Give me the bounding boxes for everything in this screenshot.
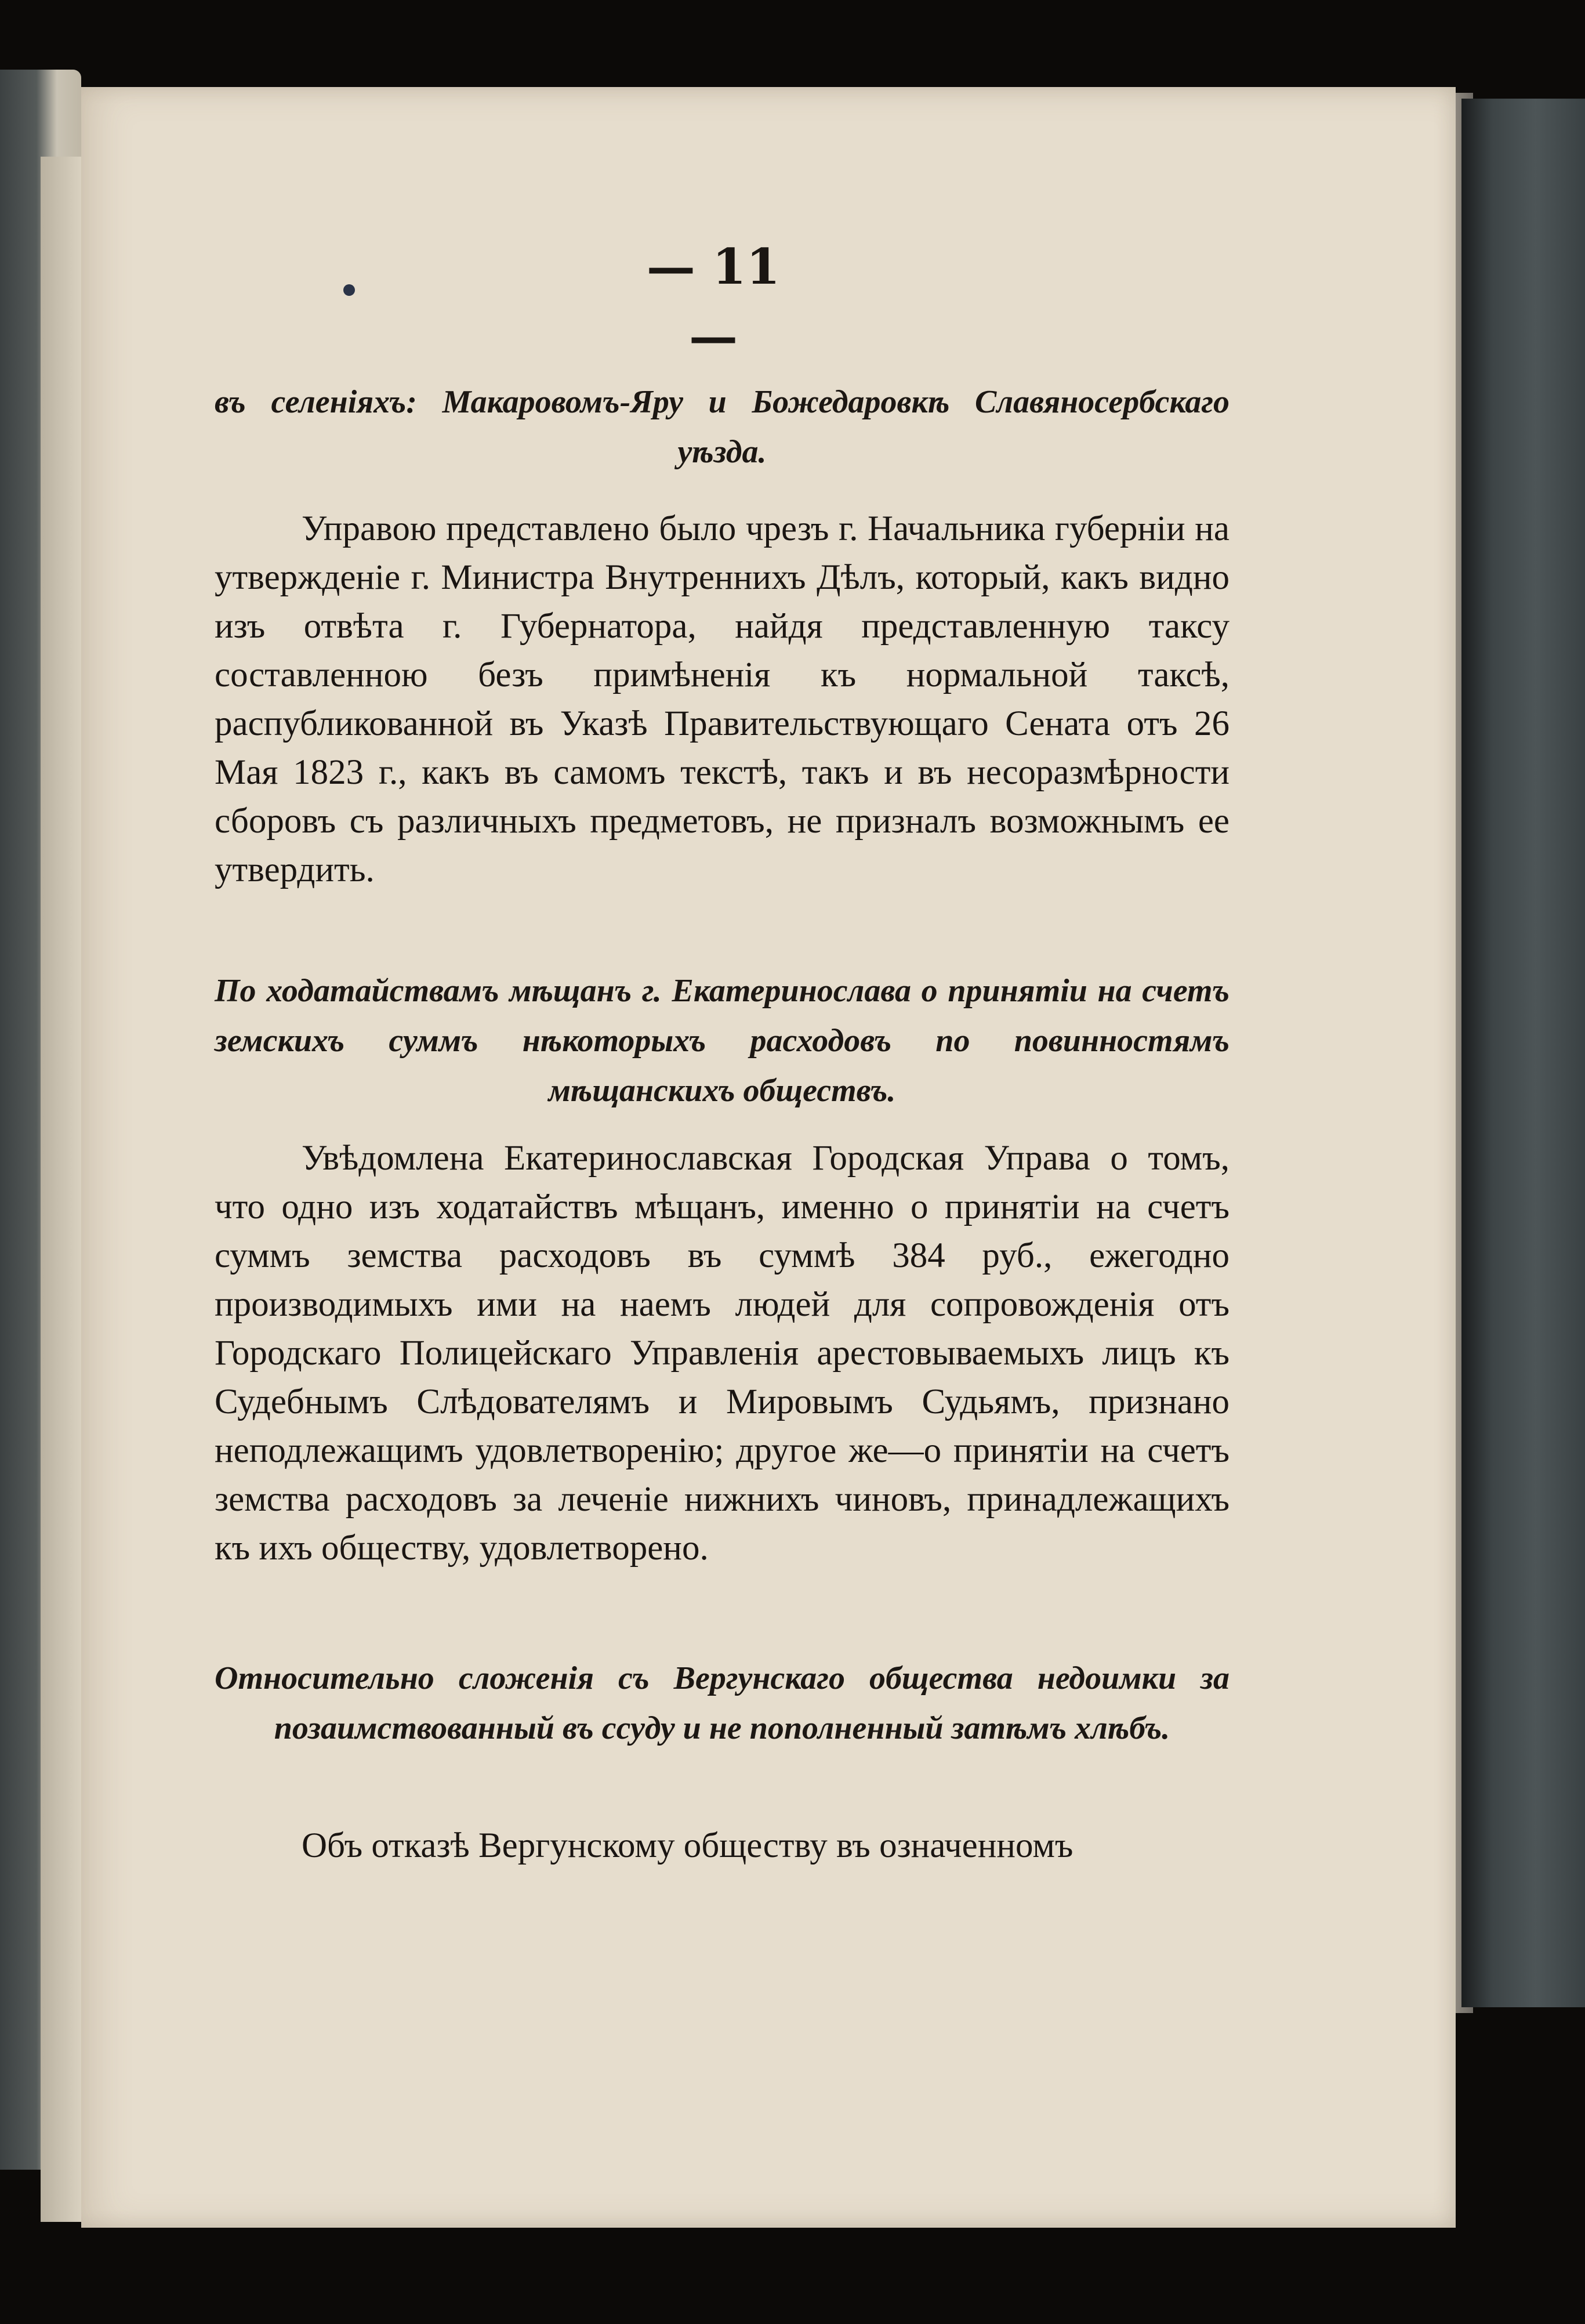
section-body-2: Увѣдомлена Екатеринославская Городская Управа о томъ, что одно изъ ходатайствъ мѣщанъ, именно о принятіи на счетъ суммъ земства расходовъ въ суммѣ 384 руб., ежегодно производимыхъ ими на наемъ людей для сопровожденія отъ Городскаго Полицейскаго Управленія арестовываемыхъ лицъ къ Судебнымъ Слѣдователямъ и Мировымъ Судьямъ, признано неподлежащимъ удовлетворенію; другое же—о принятіи на счетъ земства расходовъ за леченіе нижнихъ чиновъ, принадлежащихъ къ ихъ обществу, удовлетворено. (215, 1139, 1229, 1568)
section-body-1: Управою представлено было чрезъ г. Начальника губерніи на утвержденіе г. Министра Внутреннихъ Дѣлъ, который, какъ видно изъ отвѣта г. Губернатора, найдя представленную таксу составленною безъ примѣненія къ нормальной таксѣ, распубликованной въ Указѣ Правительствующаго Сената отъ 26 Мая 1823 г., какъ въ самомъ текстѣ, такъ и въ несоразмѣрности сборовъ съ различныхъ предметовъ, не призналъ возможнымъ ее утвердить. (215, 509, 1229, 889)
left-page-edge (0, 70, 81, 2170)
page-number: — 11 — (646, 238, 781, 365)
section-heading-2: По ходатайствамъ мѣщанъ г. Екатеринослава о принятіи на счетъ земскихъ суммъ нѣкоторыхъ расходовъ по повинностямъ мѣщанскихъ обществъ. (215, 973, 1229, 1109)
left-page-paper (41, 157, 81, 2222)
section-heading-3: Относительно сложенія съ Вергунскаго общества недоимки за позаимствованный въ ссуду и не пополненный затѣмъ хлѣбъ. (215, 1660, 1229, 1746)
ink-mark (343, 284, 355, 296)
section-heading-1: въ селеніяхъ: Макаровомъ-Яру и Божедаровкѣ Славяносербскаго уѣзда. (215, 384, 1229, 470)
section-body-3: Объ отказѣ Вергунскому обществу въ означенномъ (302, 1826, 1073, 1865)
book-cover-board (1461, 99, 1585, 2007)
